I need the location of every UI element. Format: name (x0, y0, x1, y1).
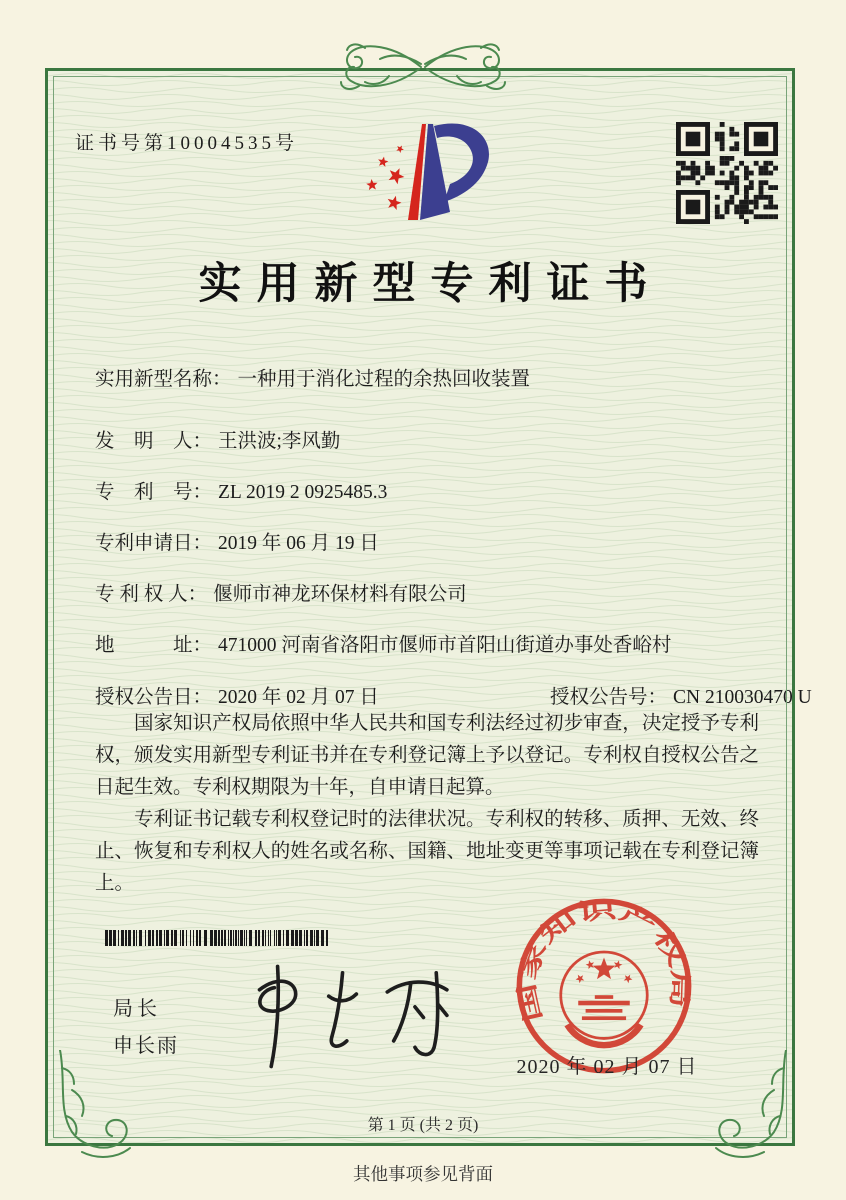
commissioner-name: 申长雨 (113, 1035, 179, 1057)
ornament-right-scroll (425, 44, 505, 89)
field-label: 发 明 人： (95, 431, 213, 452)
seal-date: 2020 年 02 月 07 日 (516, 1056, 698, 1078)
field-row-inventor (95, 425, 340, 453)
field-label: 实用新型名称： (95, 369, 232, 390)
field-label: 专 利 权 人： (95, 584, 208, 605)
field-row-filing-date (95, 527, 379, 555)
top-border-ornament (293, 36, 553, 98)
field-value: 偃师市神龙环保材料有限公司 (213, 584, 467, 605)
legal-paragraph-2: 专利证书记载专利权登记时的法律状况。专利权的转移、质押、无效、终止、恢复和专利权人的姓名或名称、国籍、地址变更等事项记载在专利登记簿上。 (95, 809, 759, 894)
commissioner-post-label: 局长 (113, 998, 161, 1020)
logo-stars (366, 146, 404, 211)
certificate-title: 实用新型专利证书 (198, 261, 663, 308)
commissioner-signature (225, 960, 475, 1075)
logo-p-mark (408, 124, 489, 220)
ornament-left-scroll (341, 44, 421, 89)
seal-national-emblem (561, 952, 647, 1045)
field-row-address (95, 629, 671, 657)
bottom-right-corner-ornament (664, 1050, 794, 1162)
barcode (105, 930, 329, 946)
field-value: CN 210030470 U (673, 687, 812, 708)
field-label: 专 利 号： (95, 482, 213, 503)
bottom-left-corner-ornament (52, 1050, 182, 1162)
field-value: 王洪波;李风勤 (218, 431, 341, 452)
field-row-name (95, 363, 530, 391)
field-row-patentee (95, 578, 467, 606)
field-label: 授权公告号： (550, 687, 668, 708)
seal-ring-text: 国家知识产权局 (514, 898, 693, 1025)
field-value: 471000 河南省洛阳市偃师市首阳山街道办事处香峪村 (218, 635, 672, 656)
field-label: 地 址： (95, 635, 213, 656)
field-row-patent-no (95, 476, 387, 504)
legal-text (95, 708, 759, 900)
field-value: ZL 2019 2 0925485.3 (218, 482, 388, 503)
field-row-grant-date (95, 681, 812, 709)
field-value: 2020 年 02 月 07 日 (218, 687, 379, 708)
qr-code (676, 122, 778, 224)
field-label: 专利申请日： (95, 533, 213, 554)
legal-paragraph-1: 国家知识产权局依照中华人民共和国专利法经过初步审查，决定授予专利权，颁发实用新型专利证书并在专利登记簿上予以登记。专利权自授权公告之日起生效。专利权期限为十年，自申请日起算。 (95, 713, 759, 798)
field-value: 一种用于消化过程的余热回收装置 (237, 369, 531, 390)
cnipa-logo (352, 110, 512, 236)
back-side-note: 其他事项参见背面 (353, 1164, 493, 1184)
certificate-number: 证书号第10004535号 (75, 133, 299, 154)
page-number: 第 1 页 (共 2 页) (367, 1117, 479, 1134)
grant-number (550, 681, 812, 709)
field-label: 授权公告日： (95, 687, 213, 708)
field-value: 2019 年 06 月 19 日 (218, 533, 379, 554)
